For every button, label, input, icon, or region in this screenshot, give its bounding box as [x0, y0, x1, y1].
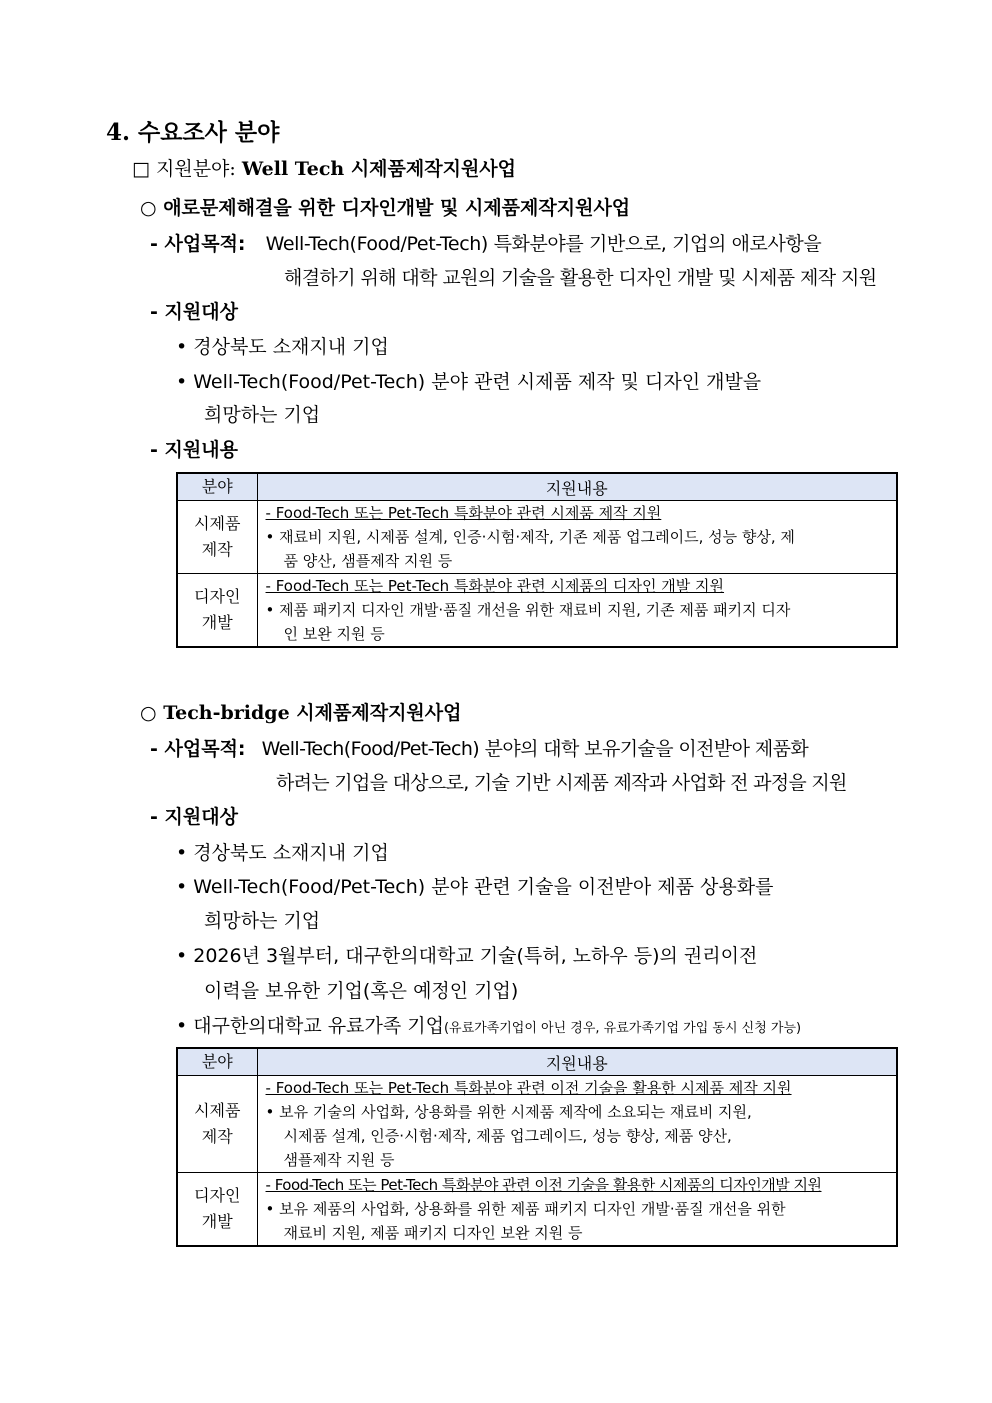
program1-purpose-label: - 사업목적:: [150, 233, 246, 255]
table-row-content: - Food-Tech 또는 Pet-Tech 특화분야 관련 시제품 제작 지원 • 재료비 지원, 시제품 설계, 인증·시험·제작, 기존 제품 업그레이드, 성능 향상, 제 품 양산, 샘플제작 지원 등: [257, 501, 897, 574]
program1-table: [176, 472, 898, 648]
program1-target-label: - 지원대상: [150, 301, 238, 323]
table-row-category: 디자인 개발: [177, 574, 257, 648]
support-field-prefix: □ 지원분야:: [132, 158, 242, 180]
program1-target-item: • Well-Tech(Food/Pet-Tech) 분야 관련 시제품 제작 및 디자인 개발을: [176, 371, 762, 393]
program2-purpose-line1: Well-Tech(Food/Pet-Tech) 분야의 대학 보유기술을 이전받아 제품화: [261, 738, 809, 760]
program2-target-item: • 2026년 3월부터, 대구한의대학교 기술(특허, 노하우 등)의 권리이전: [176, 945, 758, 967]
table-row-content: - Food-Tech 또는 Pet-Tech 특화분야 관련 시제품의 디자인 개발 지원 • 제품 패키지 디자인 개발·품질 개선을 위한 재료비 지원, 기존 제품 패키지 디자 인 보완 지원 등: [257, 574, 897, 648]
table-row-content: - Food-Tech 또는 Pet-Tech 특화분야 관련 이전 기술을 활용한 시제품의 디자인개발 지원 • 보유 제품의 사업화, 상용화를 위한 제품 패키지 디자인 개발·품질 개선을 위한 재료비 지원, 제품 패키지 디자인 보완 지원 등: [257, 1173, 897, 1247]
program2-table: [176, 1047, 898, 1247]
program1-target-item: • 경상북도 소재지내 기업: [176, 336, 389, 358]
program1-purpose-line1: Well-Tech(Food/Pet-Tech) 특화분야를 기반으로, 기업의 애로사항을: [265, 233, 822, 255]
table-row: [177, 1076, 897, 1173]
support-field-value: Well Tech 시제품제작지원사업: [241, 158, 517, 180]
section-title: 4. 수요조사 분야: [106, 119, 280, 146]
table-row: [177, 1173, 897, 1247]
program2-target-label: - 지원대상: [150, 806, 238, 828]
table-row-category: 시제품 제작: [177, 1076, 257, 1173]
program2-title: ○ Tech-bridge 시제품제작지원사업: [140, 702, 462, 724]
table-header-content: 지원내용: [257, 1048, 897, 1076]
table-row-category: 시제품 제작: [177, 501, 257, 574]
program2-target-item: • 대구한의대학교 유료가족 기업(유료가족기업이 아닌 경우, 유료가족기업 가입 동시 신청 가능): [176, 1015, 802, 1037]
support-field: [132, 154, 516, 181]
table-header-field: 분야: [177, 473, 257, 501]
program2-purpose: [150, 734, 808, 761]
program2-target-item: • Well-Tech(Food/Pet-Tech) 분야 관련 기술을 이전받아 제품 상용화를: [176, 876, 774, 898]
program1-target-item-cont: 희망하는 기업: [204, 404, 321, 426]
table-row: [177, 501, 897, 574]
program1-purpose-line2: 해결하기 위해 대학 교원의 기술을 활용한 디자인 개발 및 시제품 제작 지원: [284, 267, 877, 289]
table-row-category: 디자인 개발: [177, 1173, 257, 1247]
table-header-field: 분야: [177, 1048, 257, 1076]
table-row-content: - Food-Tech 또는 Pet-Tech 특화분야 관련 이전 기술을 활용한 시제품 제작 지원 • 보유 기술의 사업화, 상용화를 위한 시제품 제작에 소요되는 재료비 지원, 시제품 설계, 인증·시험·제작, 제품 업그레이드, 성능 향상, 제품 양산, 샘플제작 지원 등: [257, 1076, 897, 1173]
program1-purpose: [150, 229, 821, 256]
program2-purpose-line2: 하려는 기업을 대상으로, 기술 기반 시제품 제작과 사업화 전 과정을 지원: [276, 772, 847, 794]
program1-content-label: - 지원내용: [150, 439, 238, 461]
table-row: [177, 574, 897, 648]
program2-target-item-cont: 희망하는 기업: [204, 910, 321, 932]
table-header-content: 지원내용: [257, 473, 897, 501]
program1-title: ○ 애로문제해결을 위한 디자인개발 및 시제품제작지원사업: [140, 197, 631, 219]
program2-target-note: (유료가족기업이 아닌 경우, 유료가족기업 가입 동시 신청 가능): [443, 1021, 802, 1036]
program2-target-item-cont: 이력을 보유한 기업(혹은 예정인 기업): [204, 980, 519, 1002]
program2-purpose-label: - 사업목적:: [150, 738, 246, 760]
program2-target-item: • 경상북도 소재지내 기업: [176, 842, 389, 864]
